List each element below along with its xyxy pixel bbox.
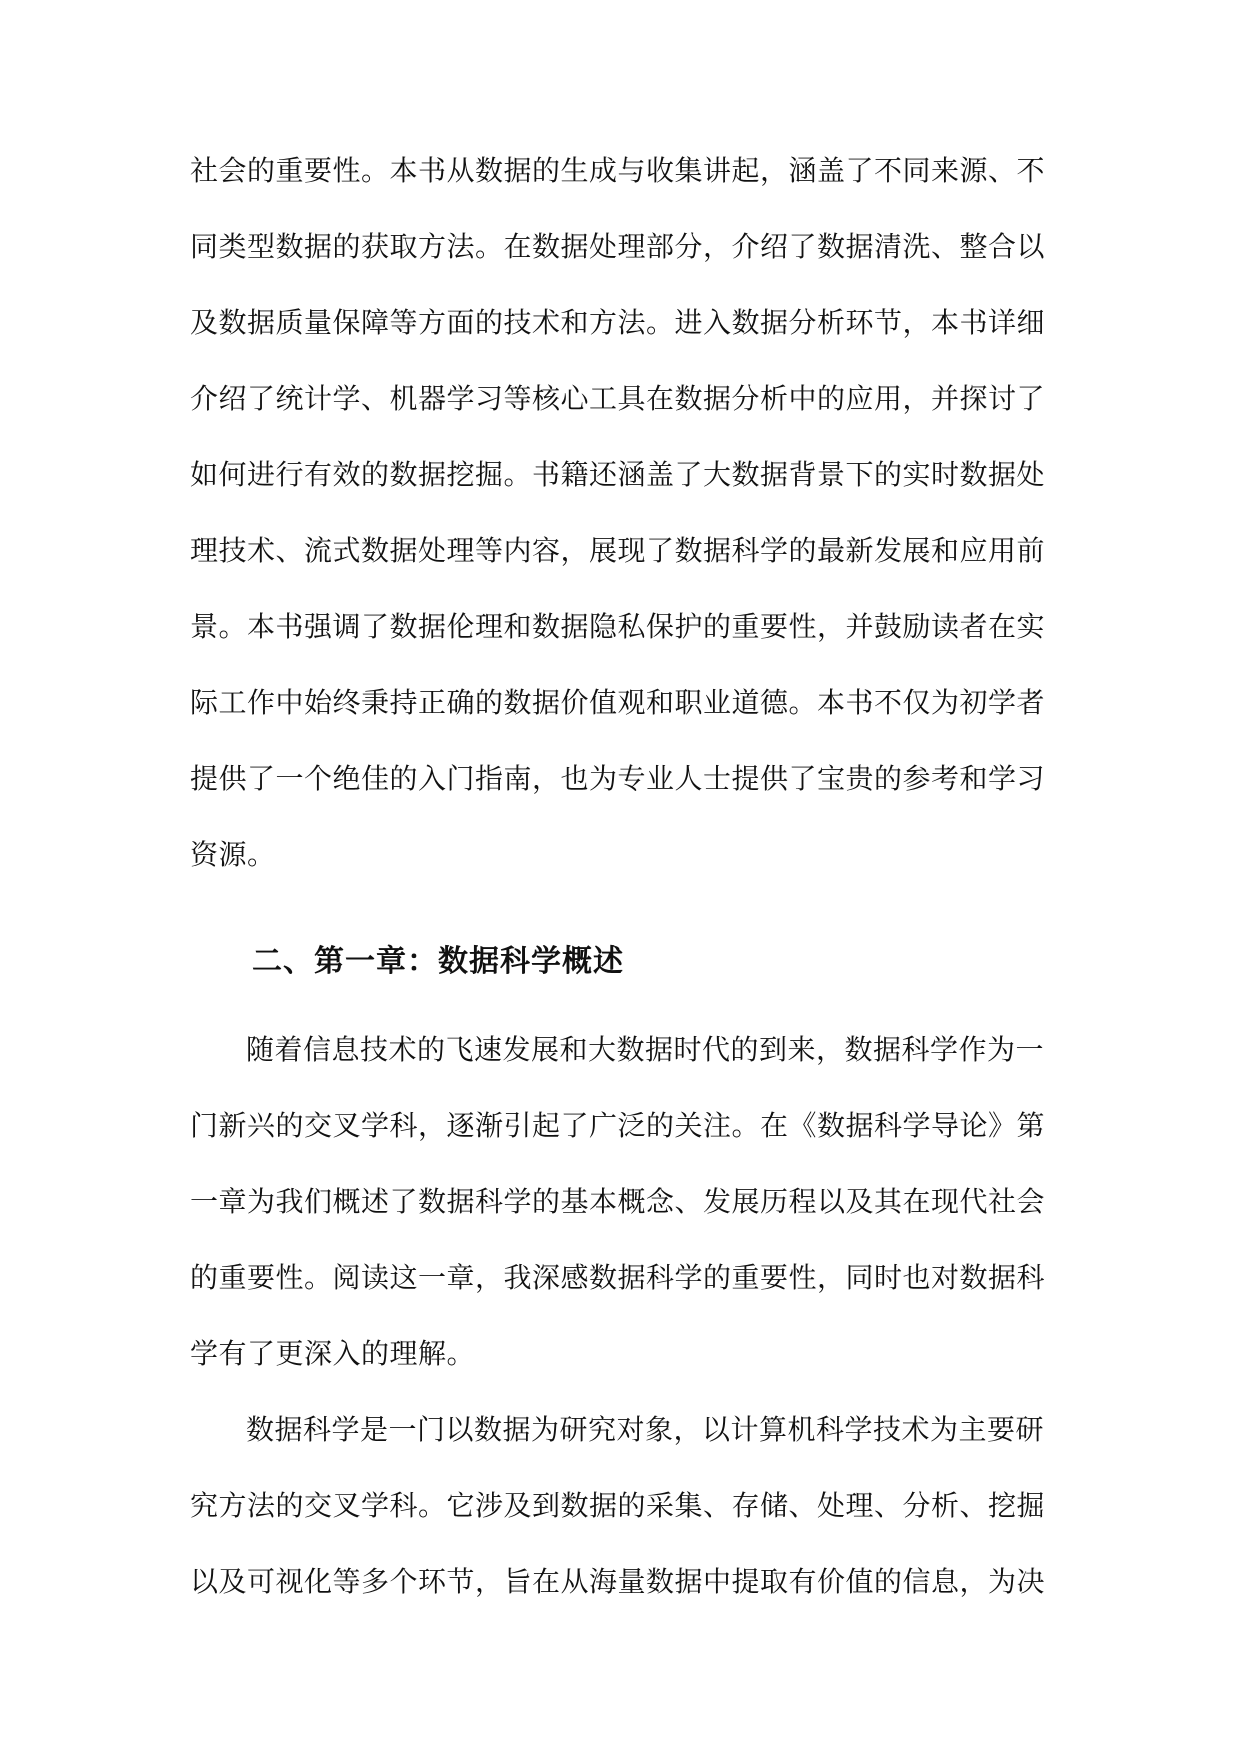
intro-line: 同类型数据的获取方法。在数据处理部分，介绍了数据清洗、整合以 <box>190 230 1046 263</box>
intro-line: 提供了一个绝佳的入门指南，也为专业人士提供了宝贵的参考和学习 <box>190 762 1046 795</box>
intro-line: 及数据质量保障等方面的技术和方法。进入数据分析环节，本书详细 <box>190 306 1046 339</box>
paragraph-line: 一章为我们概述了数据科学的基本概念、发展历程以及其在现代社会 <box>190 1185 1046 1218</box>
intro-line: 资源。 <box>190 838 276 871</box>
paragraph-line: 学有了更深入的理解。 <box>190 1337 476 1370</box>
intro-line: 如何进行有效的数据挖掘。书籍还涵盖了大数据背景下的实时数据处 <box>190 458 1046 491</box>
paragraph-line: 究方法的交叉学科。它涉及到数据的采集、存储、处理、分析、挖掘 <box>190 1489 1046 1522</box>
intro-line: 景。本书强调了数据伦理和数据隐私保护的重要性，并鼓励读者在实 <box>190 610 1046 643</box>
intro-line: 际工作中始终秉持正确的数据价值观和职业道德。本书不仅为初学者 <box>190 686 1046 719</box>
paragraph-line: 门新兴的交叉学科，逐渐引起了广泛的关注。在《数据科学导论》第 <box>190 1109 1046 1142</box>
intro-line: 理技术、流式数据处理等内容，展现了数据科学的最新发展和应用前 <box>190 534 1046 567</box>
paragraph-line: 的重要性。阅读这一章，我深感数据科学的重要性，同时也对数据科 <box>190 1261 1046 1294</box>
intro-line: 社会的重要性。本书从数据的生成与收集讲起，涵盖了不同来源、不 <box>190 154 1046 187</box>
paragraph-line: 随着信息技术的飞速发展和大数据时代的到来，数据科学作为一 <box>246 1033 1045 1066</box>
section-heading: 二、第一章：数据科学概述 <box>252 944 624 979</box>
intro-line: 介绍了统计学、机器学习等核心工具在数据分析中的应用，并探讨了 <box>190 382 1046 415</box>
paragraph-line: 以及可视化等多个环节，旨在从海量数据中提取有价值的信息，为决 <box>190 1565 1046 1598</box>
paragraph-line: 数据科学是一门以数据为研究对象，以计算机科学技术为主要研 <box>246 1413 1045 1446</box>
